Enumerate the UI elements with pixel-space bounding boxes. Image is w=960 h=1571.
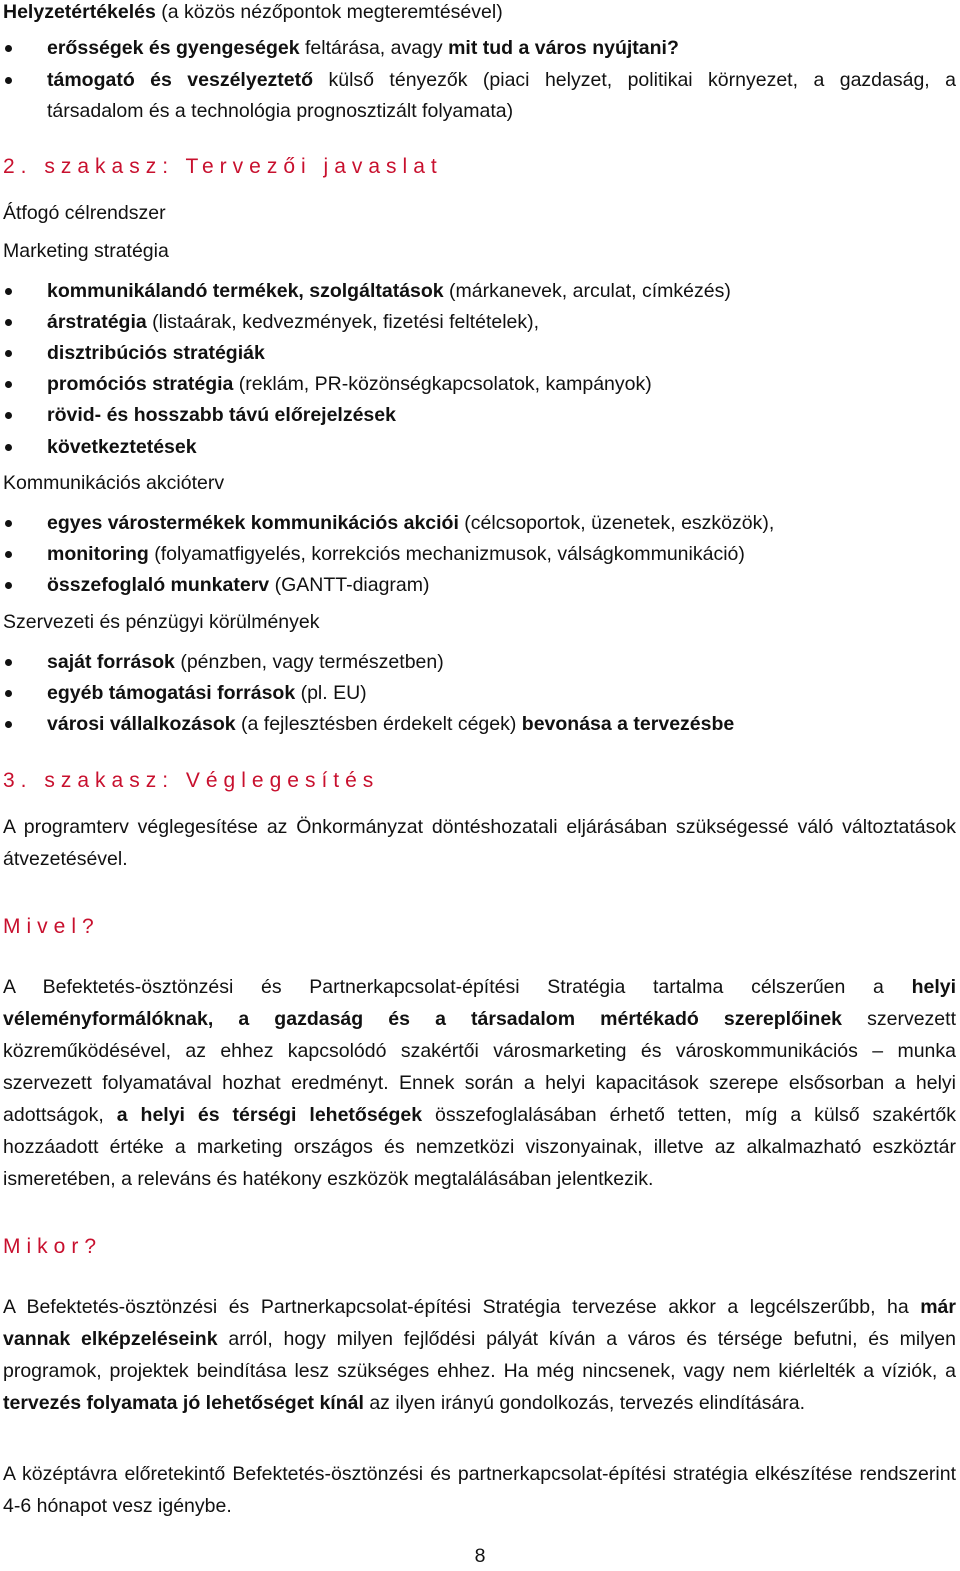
- bullet-bold: bevonása a tervezésbe: [521, 713, 735, 735]
- paragraph: [3, 971, 956, 1195]
- paragraph: A programterv véglegesítése az Önkormányzat döntéshozatali eljárásában szükségessé váló változtatások átvezetésével.: [3, 816, 956, 870]
- text-run: arról, hogy milyen fejlődési pályát kíván a város és térsége befutni, és milyen programok, projektek beindítása lesz szükséges ehhez. Ha még nincsenek, vagy nem kiérlelték a víziók, a: [3, 1328, 956, 1382]
- bullet-bold: saját források: [47, 651, 175, 673]
- bullet-bold: rövid- és hosszabb távú előrejelzések: [47, 404, 396, 426]
- stage-3-title: 3. szakasz: Véglegesítés: [3, 769, 380, 792]
- bullet-continuation: társadalom és a technológia prognosztizált folyamata): [47, 100, 514, 122]
- bullet-text: (a fejlesztésben érdekelt cégek): [235, 713, 522, 735]
- bullet-bold: támogató és veszélyeztető: [47, 69, 314, 91]
- page-number: 8: [474, 1545, 486, 1567]
- bullet-bold: erősségek és gyengeségek: [47, 37, 300, 59]
- bullet-icon: [5, 659, 12, 666]
- subheading: Szervezeti és pénzügyi körülmények: [3, 611, 320, 633]
- bullet-icon: [5, 412, 12, 419]
- bullet-bold: promóciós stratégia: [47, 373, 234, 395]
- bullet-text: (folyamatfigyelés, korrekciós mechanizmusok, válságkommunikáció): [148, 543, 745, 565]
- bullet-text: (pénzben, vagy természetben): [174, 651, 444, 673]
- bullet-icon: [5, 551, 12, 558]
- paragraph: [3, 1291, 956, 1419]
- bullet-icon: [5, 690, 12, 697]
- mivel-title: Mivel?: [3, 915, 100, 938]
- bullet-bold: városi vállalkozások: [47, 713, 236, 735]
- paragraph: A középtávra előretekintő Befektetés-ösztönzési és partnerkapcsolat-építési stratégia elkészítése rendszerint 4-6 hónapot vesz igénybe.: [3, 1463, 956, 1517]
- text-run: A Befektetés-ösztönzési és Partnerkapcsolat-építési Stratégia tervezése akkor a legcélszerűbb, ha: [3, 1296, 921, 1318]
- bullet-bold: kommunikálandó termékek, szolgáltatások: [47, 280, 444, 302]
- mikor-title: Mikor?: [3, 1235, 103, 1258]
- text-run: összefoglalásában érhető tetten, míg a külső szakértők hozzáadott értéke a marketing országos és nemzetközi viszonyainak, illetve az alkalmazható eszköztár ismeretében, a releváns és hatékony eszközök megtalálásában jelentkezik.: [3, 1104, 956, 1190]
- bullet-text: (márkanevek, arculat, címkézés): [443, 280, 731, 302]
- intro-title-rest: (a közös nézőpontok megteremtésével): [155, 1, 503, 23]
- bullet-icon: [5, 721, 12, 728]
- intro-title: [3, 0, 503, 24]
- text-run-bold: helyi véleményformálóknak, a gazdaság és a társadalom mértékadó szereplőinek: [3, 976, 956, 1030]
- bullet-icon: [5, 45, 12, 52]
- bullet-icon: [5, 77, 12, 84]
- text-run: A Befektetés-ösztönzési és Partnerkapcsolat-építési Stratégia tartalma célszerűen a: [3, 976, 912, 998]
- bullet-text: (listaárak, kedvezmények, fizetési feltételek),: [146, 311, 540, 333]
- subheading: Átfogó célrendszer: [3, 202, 166, 224]
- stage-2-title: 2. szakasz: Tervezői javaslat: [3, 155, 443, 178]
- bullet-icon: [5, 350, 12, 357]
- text-run: szervezett közreműködésével, az ehhez kapcsolódó szakértői városmarketing és városkommunikációs – munka szervezett folyamatával hozhat eredményt. Ennek során a helyi kapacitások szerepe elsősorban a helyi adottságok,: [3, 1008, 956, 1126]
- bullet-icon: [5, 444, 12, 451]
- subheading: Kommunikációs akcióterv: [3, 472, 225, 494]
- bullet-text: (pl. EU): [295, 682, 367, 704]
- bullet-icon: [5, 381, 12, 388]
- bullet-text: külső tényezők (piaci helyzet, politikai környezet, a gazdaság, a: [313, 69, 956, 91]
- bullet-bold: egyéb támogatási források: [47, 682, 296, 704]
- text-run-bold: a helyi és térségi lehetőségek: [116, 1104, 423, 1126]
- bullet-bold: árstratégia: [47, 311, 147, 333]
- bullet-text: feltárása, avagy: [299, 37, 449, 59]
- text-run-bold: tervezés folyamata jó lehetőséget kínál: [3, 1392, 364, 1414]
- text-run: az ilyen irányú gondolkozás, tervezés elindítására.: [363, 1392, 806, 1414]
- subheading: Marketing stratégia: [3, 240, 169, 262]
- bullet-icon: [5, 288, 12, 295]
- intro-title-bold: Helyzetértékelés: [3, 1, 156, 23]
- bullet-icon: [5, 319, 12, 326]
- bullet-bold: monitoring: [47, 543, 149, 565]
- bullet-bold: mit tud a város nyújtani?: [448, 37, 679, 59]
- bullet-text: (reklám, PR-közönségkapcsolatok, kampányok): [233, 373, 652, 395]
- bullet-text: (célcsoportok, üzenetek, eszközök),: [458, 512, 775, 534]
- bullet-text: (GANTT-diagram): [269, 574, 430, 596]
- bullet-bold: egyes várostermékek kommunikációs akciói: [47, 512, 459, 534]
- bullet-bold: disztribúciós stratégiák: [47, 342, 265, 364]
- bullet-icon: [5, 520, 12, 527]
- bullet-bold: következtetések: [47, 436, 197, 458]
- text-run-bold: már vannak elképzeléseink: [3, 1296, 956, 1350]
- bullet-bold: összefoglaló munkaterv: [47, 574, 270, 596]
- bullet-icon: [5, 582, 12, 589]
